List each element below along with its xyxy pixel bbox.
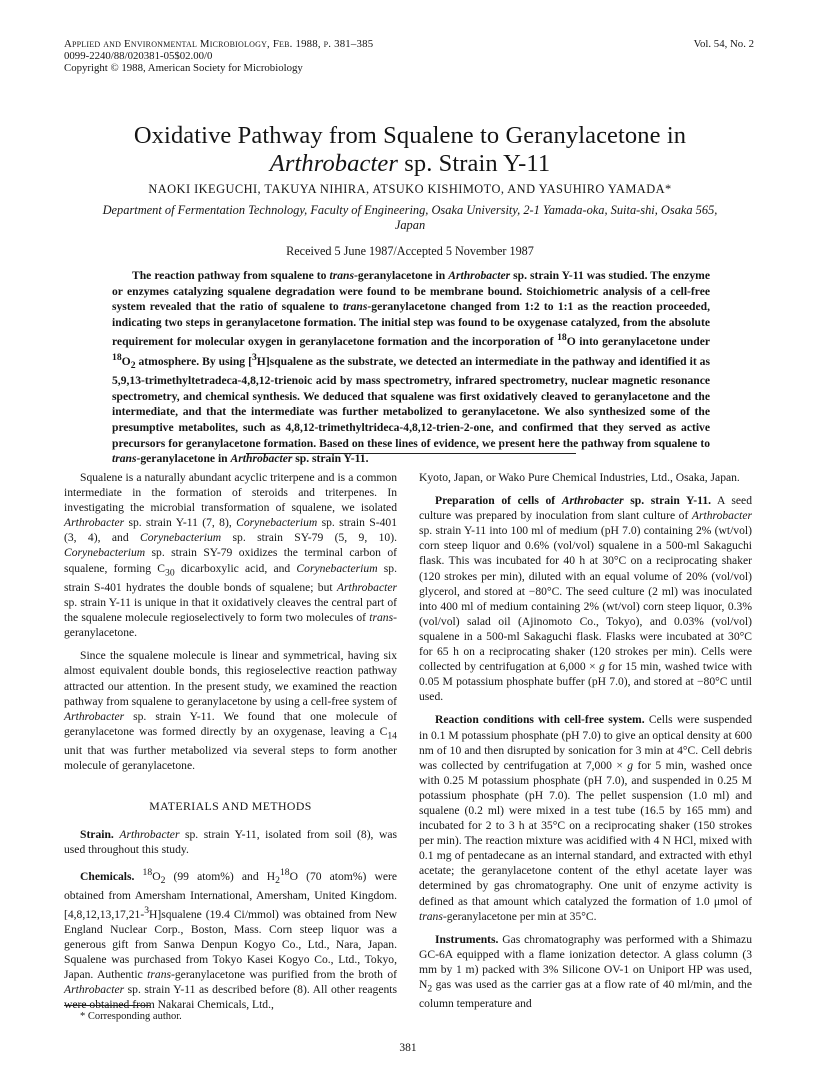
chemicals-paragraph: Chemicals. $^{18}O_2$ (99 atom%) and $H_2^{18}O$ (70 atom%) were obtained from Amersham International, Amersham, United Kingdom. [4,8,12,13,17,21-$^3$H]squalene (19.4 Ci/mmol) was obtained from New England Nuclear Corp., Boston, Mass. Corn steep liquor was a generous gift from Sanwa Denpun Kogyo Co., Ltd., Nara, Japan. Squalene was purchased from Tokyo Kasei Kogyo Co., Ltd., Tokyo, Japan. Authentic trans-geranylacetone was purified from the broth of Arthrobacter sp. strain Y-11 as described before (8). All other reagents were obtained from Nakarai Chemicals, Ltd., [64,866,397,1012]
article-code: 0099-2240/88/020381-05$02.00/0 [64,50,213,63]
abstract-divider [246,453,576,454]
copyright-line: Copyright © 1988, American Society for Microbiology [64,62,303,75]
preparation-paragraph: Preparation of cells of Arthrobacter sp. strain Y-11. A seed culture was prepared by inoculation from slant culture of Arthrobacter sp. strain Y-11 into 100 ml of medium (pH 7.0) containing 2% (wt/vol) corn steep liquor and 0.6% (vol/vol) squalene in a 500-ml Sakaguchi flask. This was incubated for 40 h at 30°C on a reciprocating shaker (120 strokes per min), diluted with an equal volume of 20% (vol/vol) glycerol, and stored at −80°C. The seed culture (2 ml) was inoculated into 400 ml of medium containing 2% (wt/vol) corn steep liquor, 0.3% (vol/vol) salad oil (Ajinomoto Co., Tokyo), and 0.03% (vol/vol) squalene in a 500-ml Sakaguchi flask. Flasks were incubated at 30°C for 65 h on a reciprocating shaker (120 strokes per min). Cells were collected by centrifugation at 6,000 × g for 15 min, washed twice with 0.05 M potassium phosphate buffer (pH 7.0), and stored at −80°C until used. [419,494,752,704]
affiliation: Department of Fermentation Technology, Faculty of Engineering, Osaka University, 2-1 Yamada-oka, Suita-shi, Osaka 565, Japan [102,203,718,232]
instruments-paragraph: Instruments. Gas chromatography was performed with a Shimazu GC-6A equipped with a flame ionization detector. A glass column (3 mm by 1 m) packed with 3% Silicone OV-1 on Uniport HP was used, $N_2$ gas was used as the carrier gas at a flow rate of 40 ml/min, and the column temperature and [419,932,752,1011]
received-dates: Received 5 June 1987/Accepted 5 November 1987 [286,244,534,258]
reaction-conditions-paragraph: Reaction conditions with cell-free system. Cells were suspended in 0.1 M potassium phosphate (pH 7.0) to give an optical density at 600 nm of 10 and then disrupted by sonication for 3 min at 4°C. Cell debris was collected by centrifugation at 7,000 × g for 5 min, washed once with 0.25 M potassium phosphate (pH 7.0), and suspended in 0.25 M potassium phosphate (pH 7.0). The pellet suspension (1.0 ml) and squalene (0.2 ml) were mixed in a test tube (16.5 by 165 mm) and incubated for 2 to 3 h at 35°C on a reciprocating shaker (150 strokes per min). The reaction mixture was acidified with 4 N HCl, mixed with 0.1 mg of pentadecane as an internal standard, and extracted with ethyl acetate; the geranylacetone content of the ethyl acetate layer was determined by gas chromatography. One unit of enzyme activity is defined as that amount which catalyzed the formation of 1.0 μmol of trans-geranylacetone per min at 35°C. [419,713,753,923]
continued-paragraph: Kyoto, Japan, or Wako Pure Chemical Industries, Ltd., Osaka, Japan. [419,471,740,484]
title-line-1: Oxidative Pathway from Squalene to Geranylacetone in [133,122,687,149]
footnote: * Corresponding author. [80,1011,182,1022]
right-column [419,470,752,1012]
title-line-2: sp. Strain Y-11 [398,150,551,177]
journal-header [64,38,754,75]
left-column [64,470,397,1013]
article-title [60,122,760,178]
page-number: 381 [399,1042,417,1054]
journal-citation: Applied and Environmental Microbiology, Feb. 1988, p. 381–385 [64,38,374,50]
footnote-divider [64,1005,150,1006]
abstract: The reaction pathway from squalene to trans-geranylacetone in Arthrobacter sp. strain Y-11 was studied. The enzyme or enzymes catalyzing squalene degradation were found to be membrane bound. Stoichiometric analysis of a cell-free system revealed that the ratio of squalene to trans-geranylacetone changed from 1:2 to 1:1 as the reaction proceeded, indicating two steps in geranylacetone formation. The initial step was found to be oxygenase catalyzed, from the absolute requirement for molecular oxygen in geranylacetone formation and the incorporation of $^{18}$O into geranylacetone under $^{18}O_2$ atmosphere. By using [$^3$H]squalene as the substrate, we detected an intermediate in the pathway and identified it as 5,9,13-trimethyltetradeca-4,8,12-trienoic acid by mass spectrometry, infrared spectrometry, nuclear magnetic resonance spectrometry, and chemical synthesis. We deduced that squalene was first oxidatively cleaved to geranylacetone and the intermediate, and that the intermediate was further metabolized to geranylacetone. We also synthesized some of the presumptive metabolites, such as 4,8,12-trimethyltrideca-4,8,12-trien-2-one, and confirmed that they served as active precursors for geranylacetone formation. Based on these lines of evidence, we present here the pathway from squalene to trans-geranylacetone in Arthrobacter sp. strain Y-11. [112,269,710,466]
intro-paragraph-1: Squalene is a naturally abundant acyclic triterpene and is a common intermediate in the formation of steroids and triterpenes. In investigating the microbial transformation of squalene, we isolated Arthrobacter sp. strain Y-11 (7, 8), Corynebacterium sp. strain S-401 (3, 4), and Corynebacterium sp. strain SY-79 (5, 9, 10). Corynebacterium sp. strain SY-79 oxidizes the terminal carbon of squalene, forming $C_{30}$ dicarboxylic acid, and Corynebacterium sp. strain S-401 hydrates the double bonds of squalene; but Arthrobacter sp. strain Y-11 is unique in that it oxidatively cleaves the central part of the squalene molecule regioselectively to form two molecules of trans-geranylacetone. [64,471,398,640]
strain-paragraph: Strain. Arthrobacter sp. strain Y-11, isolated from soil (8), was used throughout this study. [64,827,398,856]
author-list: NAOKI IKEGUCHI, TAKUYA NIHIRA, ATSUKO KISHIMOTO, AND YASUHIRO YAMADA* [148,182,672,196]
intro-paragraph-2: Since the squalene molecule is linear and symmetrical, having six almost equivalent double bonds, this regioselective reaction pathway attracted our attention. In the present study, we examined the reaction pathway from squalene to geranylacetone by using a cell-free system of Arthrobacter sp. strain Y-11. We found that one molecule of geranylacetone was formed directly by an oxygenase, leaving a $C_{14}$ unit that was further metabolized via several steps to form another molecule of geranylacetone. [64,649,397,773]
section-heading: MATERIALS AND METHODS [149,799,312,814]
volume-issue: Vol. 54, No. 2 [693,38,754,50]
title-organism: Arthrobacter [269,150,398,177]
